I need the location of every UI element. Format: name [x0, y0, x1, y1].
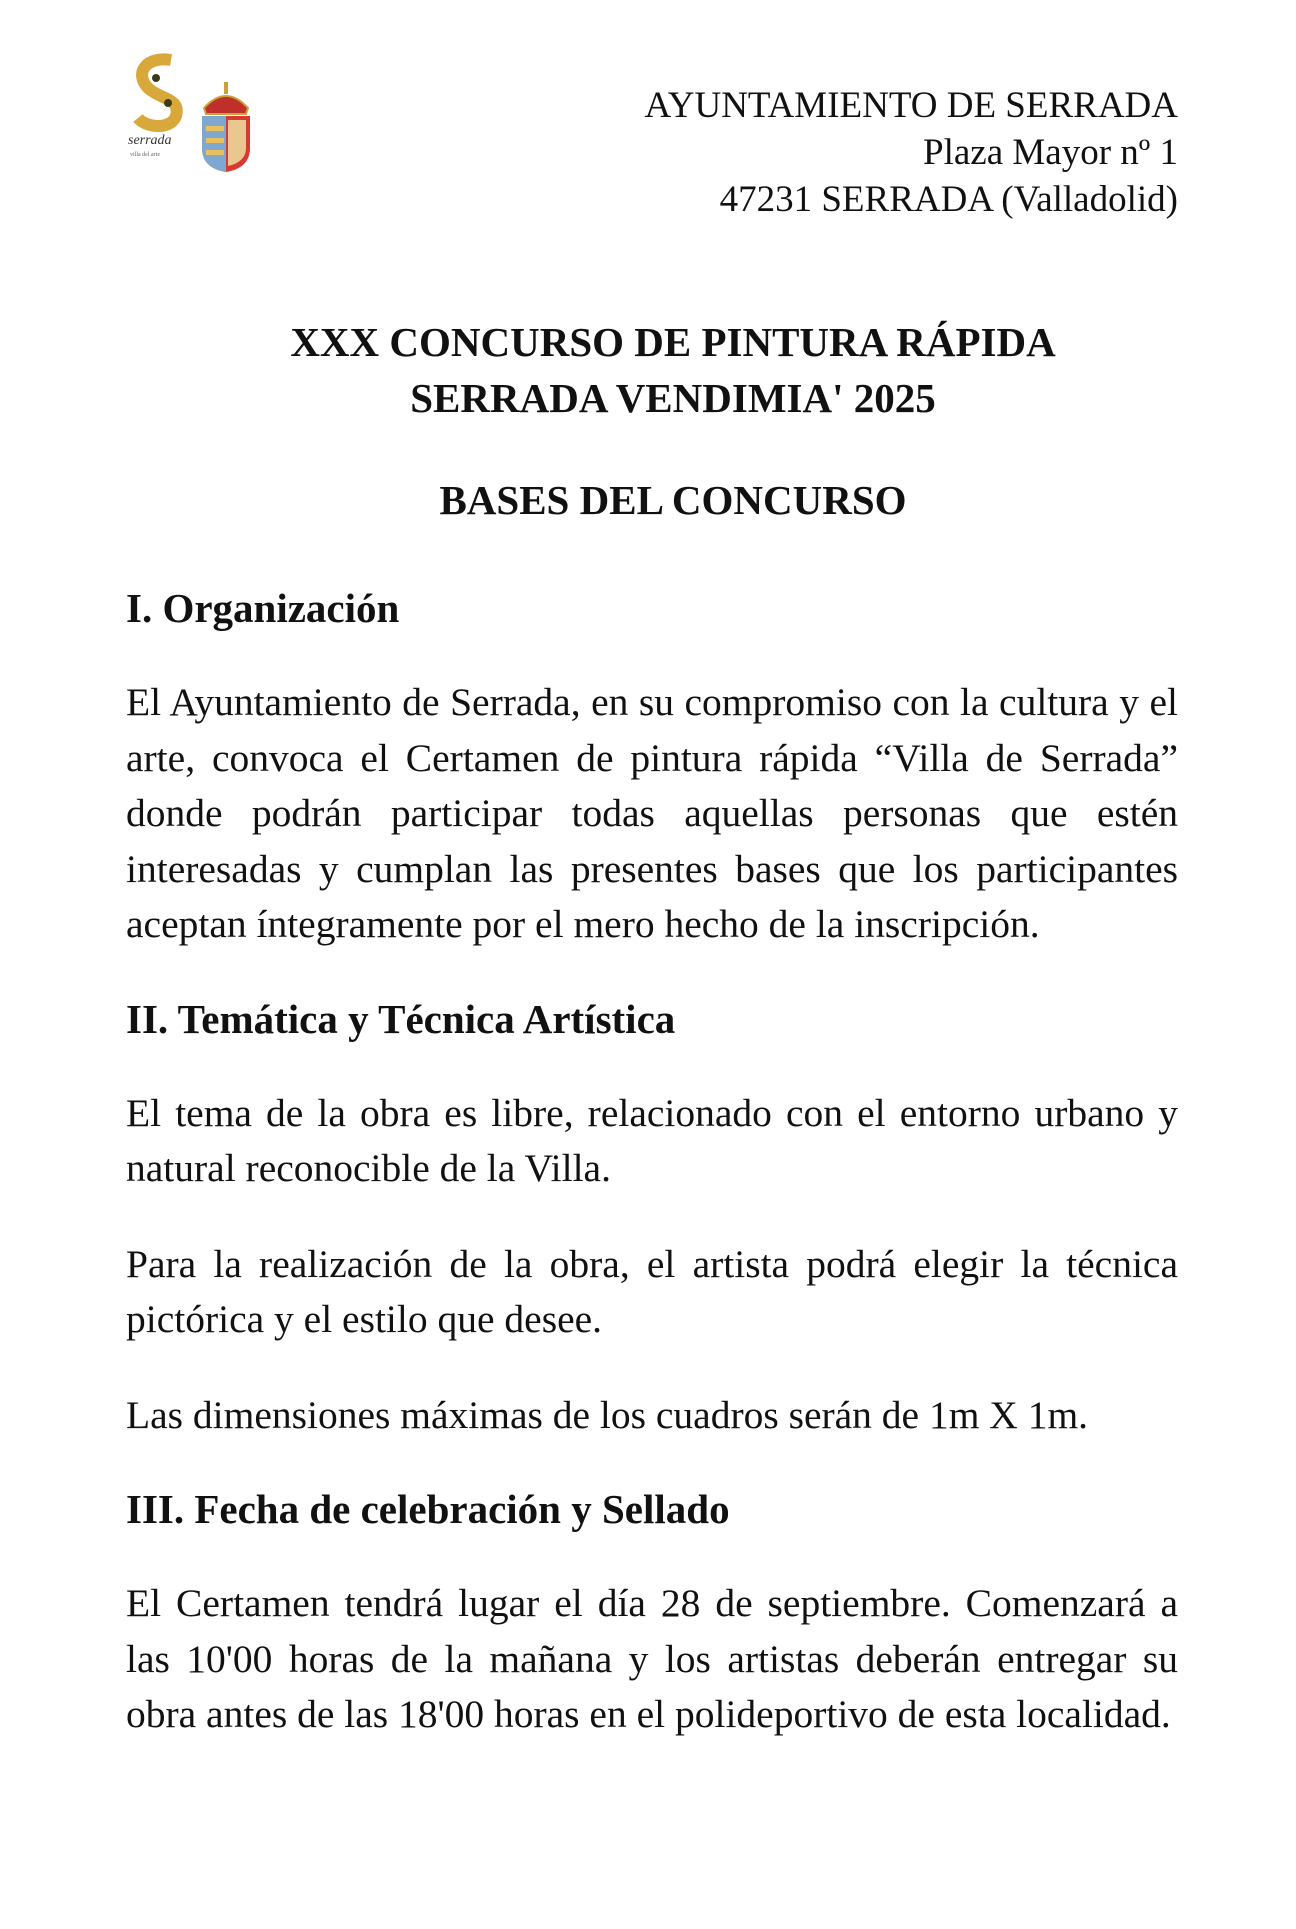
- letterhead-address: [644, 82, 1178, 223]
- coat-of-arms-icon: [198, 78, 254, 179]
- title-line-2: SERRADA VENDIMIA' 2025: [410, 375, 936, 421]
- paragraph: El tema de la obra es libre, relacionado con el entorno urbano y natural reconocible de la Villa.: [126, 1090, 1178, 1190]
- paragraph: El Ayuntamiento de Serrada, en su compromiso con la cultura y el arte, convoca el Certamen de pintura rápida “Villa de Serrada” donde podrán participar todas aquellas personas que estén interesadas y cumplan las presentes bases que los participantes aceptan íntegramente por el mero hecho de la inscripción.: [126, 680, 1178, 946]
- title-line-1: XXX CONCURSO DE PINTURA RÁPIDA: [290, 319, 1056, 365]
- section-heading: II. Temática y Técnica Artística: [126, 995, 676, 1042]
- document-title: [0, 314, 1296, 426]
- address-city: 47231 SERRADA (Valladolid): [719, 179, 1178, 220]
- document-subtitle: BASES DEL CONCURSO: [439, 477, 907, 523]
- municipality-name: AYUNTAMIENTO DE SERRADA: [644, 85, 1178, 126]
- section-heading: I. Organización: [126, 585, 400, 631]
- svg-text:serrada: serrada: [128, 133, 172, 148]
- section-heading: III. Fecha de celebración y Sellado: [126, 1486, 730, 1532]
- svg-text:villa del arte: villa del arte: [130, 152, 160, 158]
- paragraph: Las dimensiones máximas de los cuadros serán de 1m X 1m.: [126, 1392, 1089, 1437]
- address-street: Plaza Mayor nº 1: [923, 132, 1178, 173]
- paragraph: Para la realización de la obra, el artista podrá elegir la técnica pictórica y el estilo que desee.: [126, 1241, 1178, 1341]
- paragraph: El Certamen tendrá lugar el día 28 de septiembre. Comenzará a las 10'00 horas de la mañana y los artistas deberán entregar su obra antes de las 18'00 horas en el polideportivo de esta localidad.: [126, 1581, 1178, 1736]
- document-body: [126, 582, 1178, 1783]
